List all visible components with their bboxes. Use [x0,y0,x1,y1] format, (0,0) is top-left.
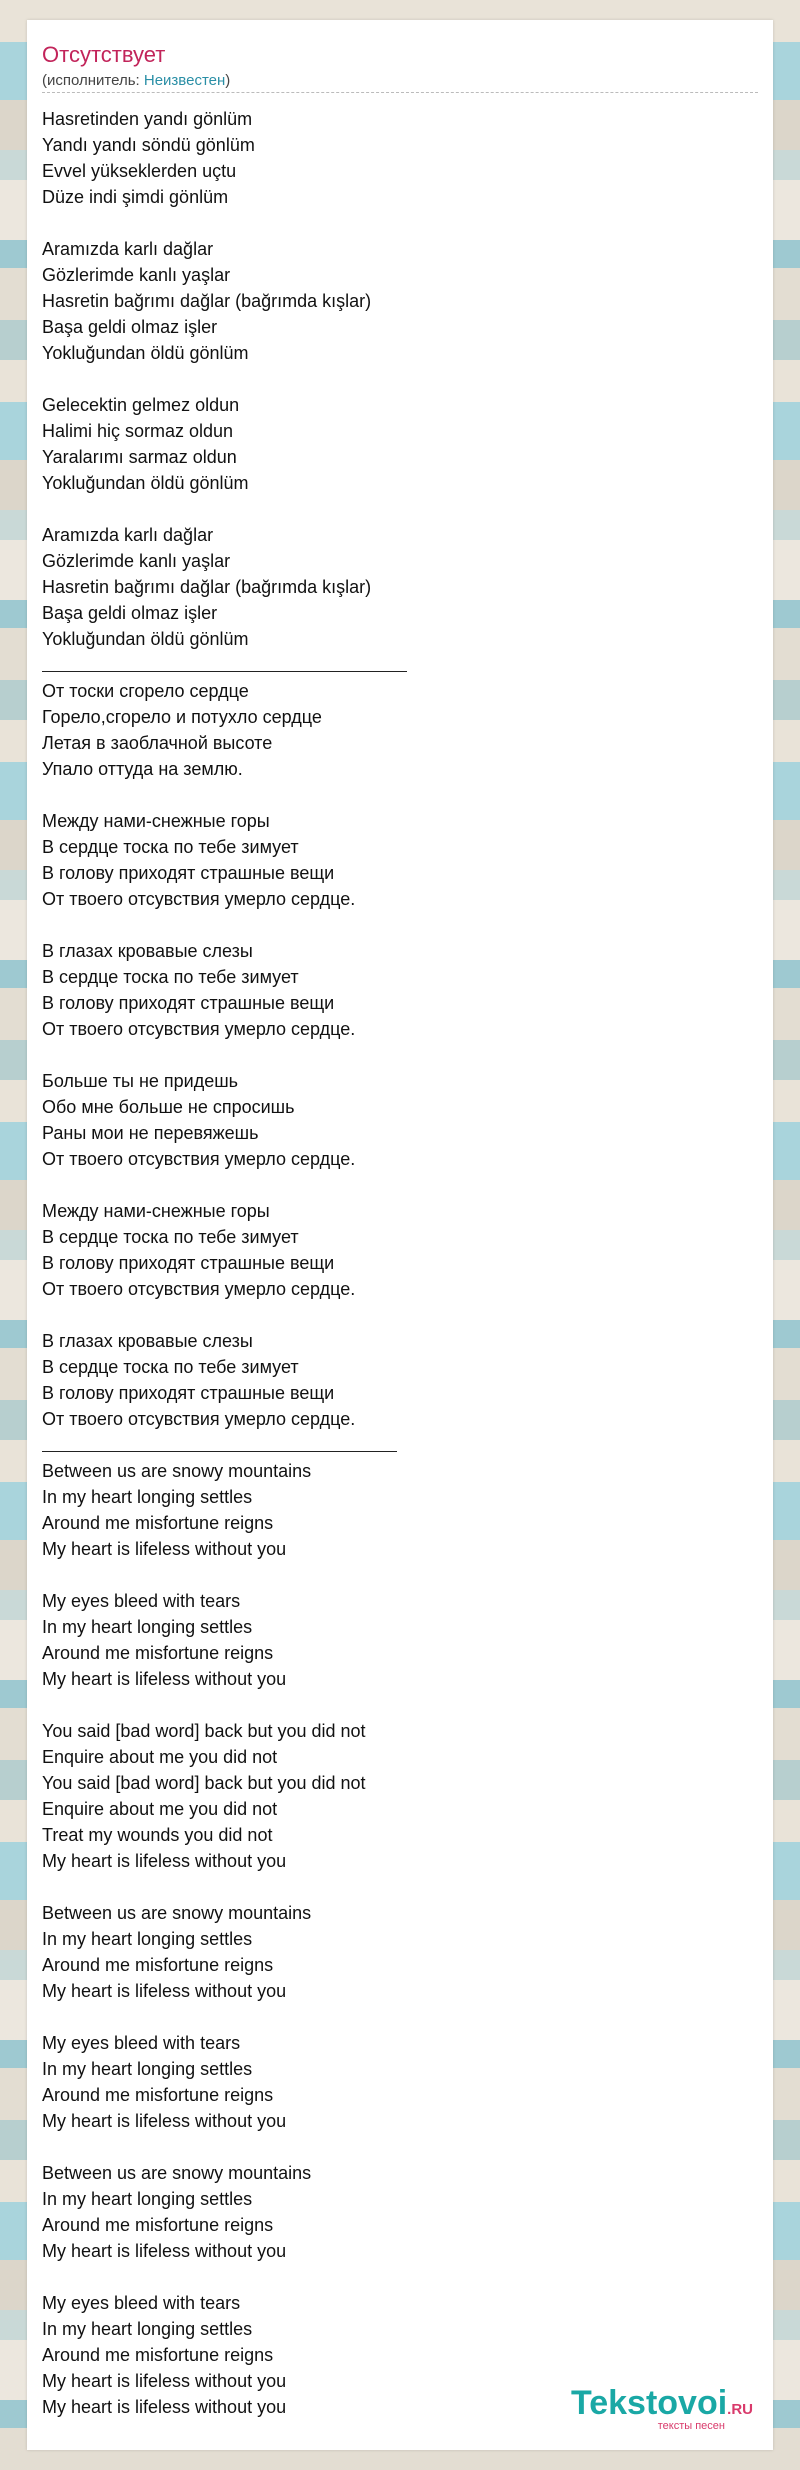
lyric-line: My heart is lifeless without you [42,2241,287,2261]
lyric-line: My heart is lifeless without you [42,1981,287,2001]
lyric-line: In my heart longing settles [42,2319,253,2339]
logo-tagline: тексты песен [657,2420,725,2432]
lyric-line: Between us are snowy mountains [42,2163,312,2183]
lyric-line: В голову приходят страшные вещи [42,863,335,883]
lyric-line: Başa geldi olmaz işler [42,603,218,623]
lyric-line: You said [bad word] back but you did not [42,1721,366,1741]
lyric-line: Halimi hiç sormaz oldun [42,421,234,441]
lyric-line: Горело,сгорело и потухло сердце [42,707,322,727]
lyric-line: My heart is lifeless without you [42,1851,287,1871]
lyric-line: Hasretin bağrımı dağlar (bağrımda kışlar) [42,577,372,597]
lyric-line: Evvel yükseklerden uçtu [42,161,237,181]
lyric-line: В глазах кровавые слезы [42,1331,253,1351]
lyric-line: Treat my wounds you did not [42,1825,273,1845]
lyric-line: My eyes bleed with tears [42,2033,241,2053]
lyrics-text [42,106,758,2420]
lyric-line: My heart is lifeless without you [42,2371,287,2391]
verse [42,236,758,366]
verse [42,522,758,652]
verse [42,1718,758,1874]
song-title: Отсутствует [42,42,166,67]
verse [42,1588,758,1692]
lyric-line: Летая в заоблачной высоте [42,733,273,753]
lyric-line: Упало оттуда на землю. [42,759,243,779]
verse [42,1458,758,1562]
lyric-line: In my heart longing settles [42,1487,253,1507]
lyric-line: My heart is lifeless without you [42,2397,287,2417]
lyric-line: Around me misfortune reigns [42,2085,274,2105]
verse [42,938,758,1042]
lyric-line: My heart is lifeless without you [42,1539,287,1559]
lyric-line: Around me misfortune reigns [42,1513,274,1533]
lyric-line: Aramızda karlı dağlar [42,239,214,259]
lyric-line: Around me misfortune reigns [42,1643,274,1663]
lyric-line: My eyes bleed with tears [42,1591,241,1611]
section-divider [42,1432,758,1458]
lyric-line: Enquire about me you did not [42,1747,278,1767]
lyric-line: Gözlerimde kanlı yaşlar [42,265,231,285]
lyrics-page [27,20,773,2450]
logo-tld: .RU [727,2401,753,2418]
lyric-line: My heart is lifeless without you [42,1669,287,1689]
artist-suffix: ) [225,72,231,89]
lyric-line: My eyes bleed with tears [42,2293,241,2313]
lyric-line: Yokluğundan öldü gönlüm [42,473,249,493]
lyric-line: В сердце тоска по тебе зимует [42,1357,299,1377]
lyric-line: Between us are snowy mountains [42,1461,312,1481]
verse [42,1198,758,1302]
lyric-line: От твоего отсувствия умерло сердце. [42,889,356,909]
lyric-line: You said [bad word] back but you did not [42,1773,366,1793]
lyric-line: От твоего отсувствия умерло сердце. [42,1409,356,1429]
lyric-line: In my heart longing settles [42,1617,253,1637]
lyric-line: Yandı yandı söndü gönlüm [42,135,255,155]
verse [42,106,758,210]
lyric-line: В глазах кровавые слезы [42,941,253,961]
site-logo[interactable] [571,2386,753,2432]
lyric-line: В сердце тоска по тебе зимует [42,837,299,857]
verse [42,1068,758,1172]
lyric-line: Больше ты не придешь [42,1071,239,1091]
lyric-line: Around me misfortune reigns [42,2215,274,2235]
lyric-line: От тоски сгорело сердце [42,681,249,701]
lyric-line: Обо мне больше не спросишь [42,1097,295,1117]
lyric-line: Başa geldi olmaz işler [42,317,218,337]
section-divider [42,652,758,678]
verse [42,808,758,912]
lyric-line: In my heart longing settles [42,2189,253,2209]
lyric-line: В голову приходят страшные вещи [42,1383,335,1403]
lyric-line: Yokluğundan öldü gönlüm [42,343,249,363]
lyric-line: Между нами-снежные горы [42,811,270,831]
artist-line [42,72,230,89]
verse [42,1900,758,2004]
lyric-line: Раны мои не перевяжешь [42,1123,259,1143]
lyric-line: В голову приходят страшные вещи [42,1253,335,1273]
lyric-line: В сердце тоска по тебе зимует [42,1227,299,1247]
lyric-line: Aramızda karlı dağlar [42,525,214,545]
lyric-line: Between us are snowy mountains [42,1903,312,1923]
lyric-line: В голову приходят страшные вещи [42,993,335,1013]
lyric-line: От твоего отсувствия умерло сердце. [42,1279,356,1299]
lyric-line: Düze indi şimdi gönlüm [42,187,229,207]
lyric-line: In my heart longing settles [42,1929,253,1949]
lyric-line: Hasretinden yandı gönlüm [42,109,253,129]
lyric-line: Around me misfortune reigns [42,2345,274,2365]
lyric-line: In my heart longing settles [42,2059,253,2079]
lyric-line: Между нами-снежные горы [42,1201,270,1221]
artist-prefix: (исполнитель: [42,72,144,89]
lyric-line: My heart is lifeless without you [42,2111,287,2131]
verse [42,392,758,496]
lyric-line: Gözlerimde kanlı yaşlar [42,551,231,571]
verse [42,1328,758,1432]
lyric-line: Yaralarımı sarmaz oldun [42,447,237,467]
lyric-line: От твоего отсувствия умерло сердце. [42,1149,356,1169]
artist-link[interactable]: Неизвестен [143,72,226,89]
lyric-line: Gelecektin gelmez oldun [42,395,240,415]
lyric-line: Around me misfortune reigns [42,1955,274,1975]
logo-name: Tekstovoi [570,2384,728,2422]
lyric-line: Enquire about me you did not [42,1799,278,1819]
lyric-line: В сердце тоска по тебе зимует [42,967,299,987]
verse [42,678,758,782]
header-divider [42,92,758,93]
verse [42,2030,758,2134]
lyric-line: Hasretin bağrımı dağlar (bağrımda kışlar) [42,291,372,311]
lyric-line: От твоего отсувствия умерло сердце. [42,1019,356,1039]
lyric-line: Yokluğundan öldü gönlüm [42,629,249,649]
verse [42,2160,758,2264]
